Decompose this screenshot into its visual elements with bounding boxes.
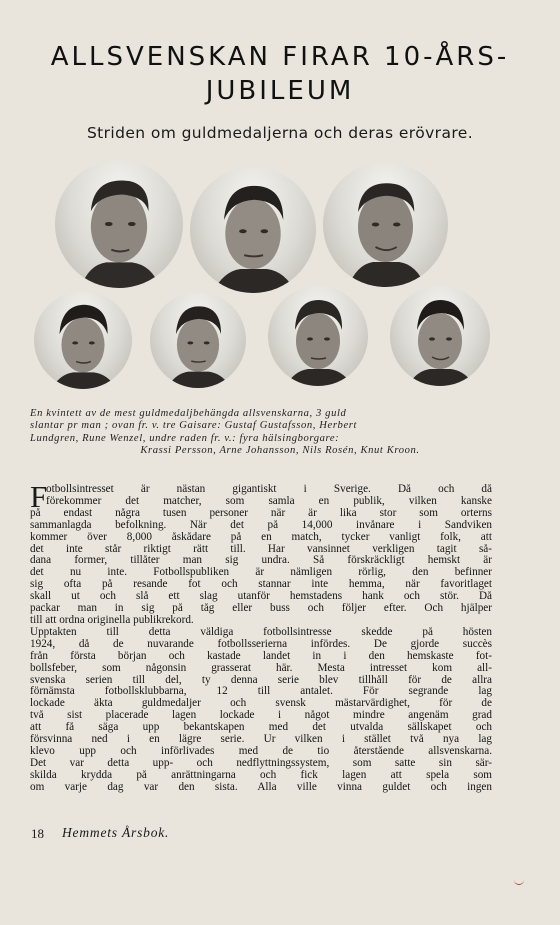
body-line: sammanlagda befolkning. När det på 14,000 invånare i Sandviken — [30, 519, 492, 531]
portrait-bottom-3-image — [268, 286, 368, 386]
running-footer-title: Hemmets Årsbok. — [62, 825, 170, 840]
caption-line: Krassi Persson, Arne Johansson, Nils Rosén, Knut Kroon. — [140, 444, 420, 456]
article-title-line-1: ALLSVENSKAN FIRAR 10-ÅRS- — [50, 42, 510, 72]
body-line: Upptakten till detta väldiga fotbollsintresse skedde på hösten — [30, 626, 492, 638]
body-line: packar man in sig på tåg eller buss och följer efter. Och hjälper — [30, 603, 492, 615]
red-pencil-mark — [514, 878, 524, 885]
portrait-photo-bottom-1 — [34, 291, 132, 389]
caption-line: En kvintett av de mest guldmedaljbehängda allsvenskarna, 3 guld — [30, 408, 347, 419]
body-line: skilda krydda på anrättningarna och fick lagen att spela som — [30, 769, 492, 781]
body-line: 1924, då de nuvarande fotbollsserierna infördes. De gjorde succès — [30, 638, 492, 650]
portrait-bottom-4-image — [390, 286, 490, 386]
body-line: skall ut och slå ett slag utanför hemstadens hank och stör. Då — [30, 591, 492, 603]
caption-line: Lundgren, Rune Wenzel, undre raden fr. v.: fyra hälsingborgare: — [30, 432, 340, 444]
portrait-bottom-2-image — [150, 292, 246, 388]
body-line: om varje dag var den sista. Alla ville vinna guldet och ingen — [30, 781, 492, 793]
portrait-photo-bottom-3 — [268, 286, 368, 386]
portrait-photo-top-center — [190, 167, 316, 293]
article-body — [30, 479, 492, 794]
body-line: lockade äkta guldmedaljer och svensk mästarvärdighet, för de — [30, 698, 492, 710]
body-line: dana former, tillåter man sig undra. Så förskräckligt hemskt är — [30, 555, 492, 567]
drop-cap: F — [30, 479, 48, 514]
article-title — [20, 40, 540, 108]
body-line: att få säga upp bekantskapen med det utvalda sällskapet och — [30, 722, 492, 734]
portrait-top-left-image — [55, 160, 183, 288]
portrait-photo-top-right — [323, 162, 448, 287]
body-line: otbollsintresset är nästan gigantiskt i Sverige. Då och då — [46, 484, 492, 495]
body-line: från första början och kastade landet in i den hemskaste fot- — [30, 650, 492, 662]
portrait-top-center-image — [190, 167, 316, 293]
caption-line: slantar pr man ; ovan fr. v. tre Gaisare: Gustaf Gustafsson, Herbert — [30, 420, 358, 432]
body-line: på endast några tusen personer när är lika stor som orterns — [30, 507, 492, 519]
article-title-line-2: JUBILEUM — [205, 76, 355, 106]
portrait-photo-top-left — [55, 160, 183, 288]
body-line: förnämsta fotbollsklubbarna, 12 till antalet. För segrande lag — [30, 686, 492, 698]
body-line: Det var detta upp- och nedflyttningssystem, som satte sin sär- — [30, 757, 492, 769]
body-line: klevo upp och införlivades med de tio återstående allsvenskarna. — [30, 745, 492, 757]
body-line: försvinna ned i en lägre serie. Ur vilken i stället två nya lag — [30, 734, 492, 746]
portrait-bottom-1-image — [34, 291, 132, 389]
body-line: det nu inte. Fotbollspubliken är nämligen rörlig, den befinner — [30, 567, 492, 579]
article-subtitle: Striden om guldmedaljerna och deras erövrare. — [86, 124, 474, 142]
body-line: svenska serien till del, ty denna serie blev tillhåll för de allra — [30, 674, 492, 686]
portrait-top-right-image — [323, 162, 448, 287]
photo-caption — [30, 408, 530, 457]
body-line: bollsfeber, som någonsin grasserat här. Mesta intresset kom all- — [30, 662, 492, 674]
portrait-photo-bottom-2 — [150, 292, 246, 388]
body-line: kommer över 8,000 åskådare på en match, tycker vanligt folk, att — [30, 531, 492, 543]
page-number: 18 — [31, 826, 44, 841]
body-line: det inte står riktigt rätt till. Har vansinnet verkligen tagit så- — [30, 543, 492, 555]
body-line: två sist placerade lagen lockade i något mindre angenäm grad — [30, 710, 492, 722]
portrait-photo-bottom-4 — [390, 286, 490, 386]
body-line: sig ofta på resande fot och stannar inte hemma, när favoritlaget — [30, 579, 492, 591]
body-line: förekommer det matcher, som samla en publik, vilken kanske — [46, 495, 492, 507]
body-line: till att ordna originella publikrekord. — [30, 614, 194, 626]
